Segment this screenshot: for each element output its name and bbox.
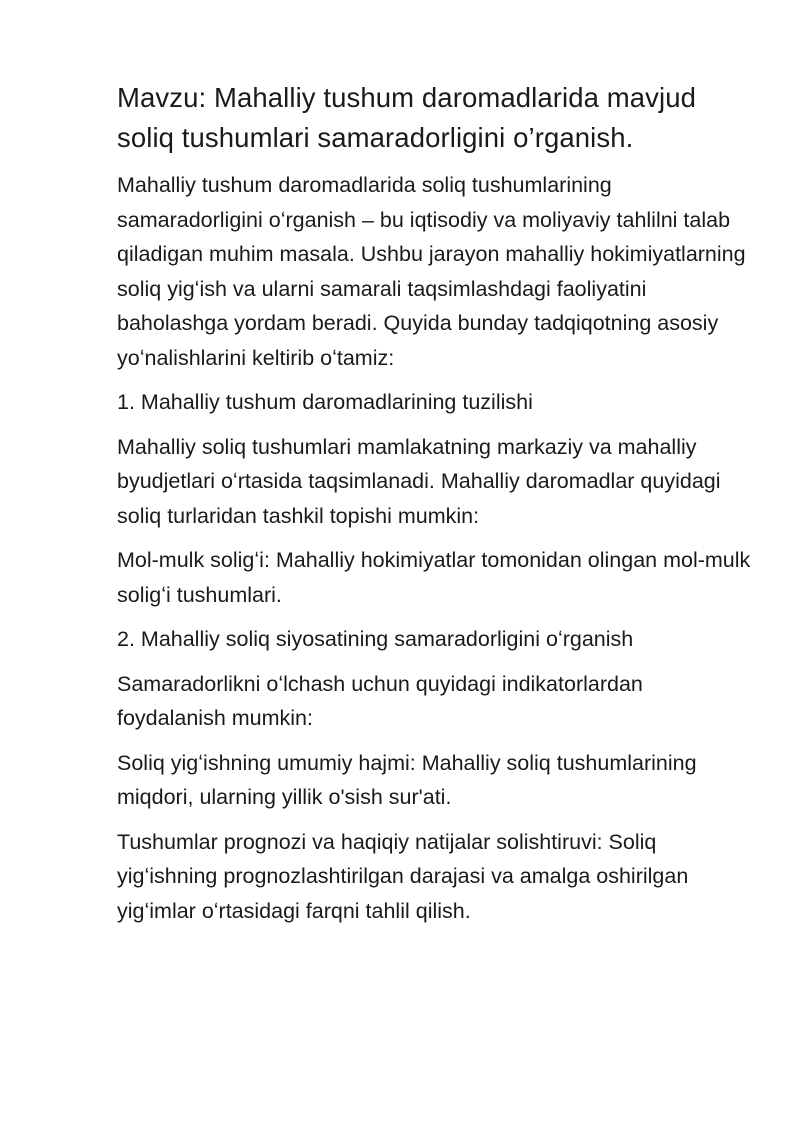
structure-paragraph: Mahalliy soliq tushumlari mamlakatning markaziy va mahalliy byudjetlari oʻrtasida taqsimlanadi. Mahalliy daromadlar quyidagi soliq turlaridan tashkil topishi mumkin:	[117, 434, 721, 528]
document-page	[117, 78, 757, 938]
property-tax-paragraph: Mol-mulk soligʻi: Mahalliy hokimiyatlar tomonidan olingan mol-mulk soligʻi tushumlari.	[117, 548, 751, 607]
forecast-comparison-paragraph: Tushumlar prognozi va haqiqiy natijalar solishtiruvi: Soliq yigʻishning prognozlashtirilgan darajasi va amalga oshirilgan yigʻimlar oʻrtasidagi farqni tahlil qilish.	[117, 829, 689, 923]
section-heading-structure: 1. Mahalliy tushum daromadlarining tuzilishi	[117, 390, 533, 414]
document-title: Mavzu: Mahalliy tushum daromadlarida mavjud soliq tushumlari samaradorligini o’rganish.	[117, 82, 696, 153]
intro-paragraph: Mahalliy tushum daromadlarida soliq tushumlarining samaradorligini oʻrganish – bu iqtisodiy va moliyaviy tahlilni talab qiladigan muhim masala. Ushbu jarayon mahalliy hokimiyatlarning soliq yigʻish va ularni samarali taqsimlashdagi faoliyatini baholashga yordam beradi. Quyida bunday tadqiqotning asosiy yoʻnalishlarini keltirib oʻtamiz:	[117, 173, 746, 370]
indicators-paragraph: Samaradorlikni oʻlchash uchun quyidagi indikatorlardan foydalanish mumkin:	[117, 671, 643, 730]
total-volume-paragraph: Soliq yigʻishning umumiy hajmi: Mahalliy soliq tushumlarining miqdori, ularning yillik o'sish sur'ati.	[117, 750, 697, 809]
section-heading-efficiency: 2. Mahalliy soliq siyosatining samaradorligini oʻrganish	[117, 627, 634, 651]
